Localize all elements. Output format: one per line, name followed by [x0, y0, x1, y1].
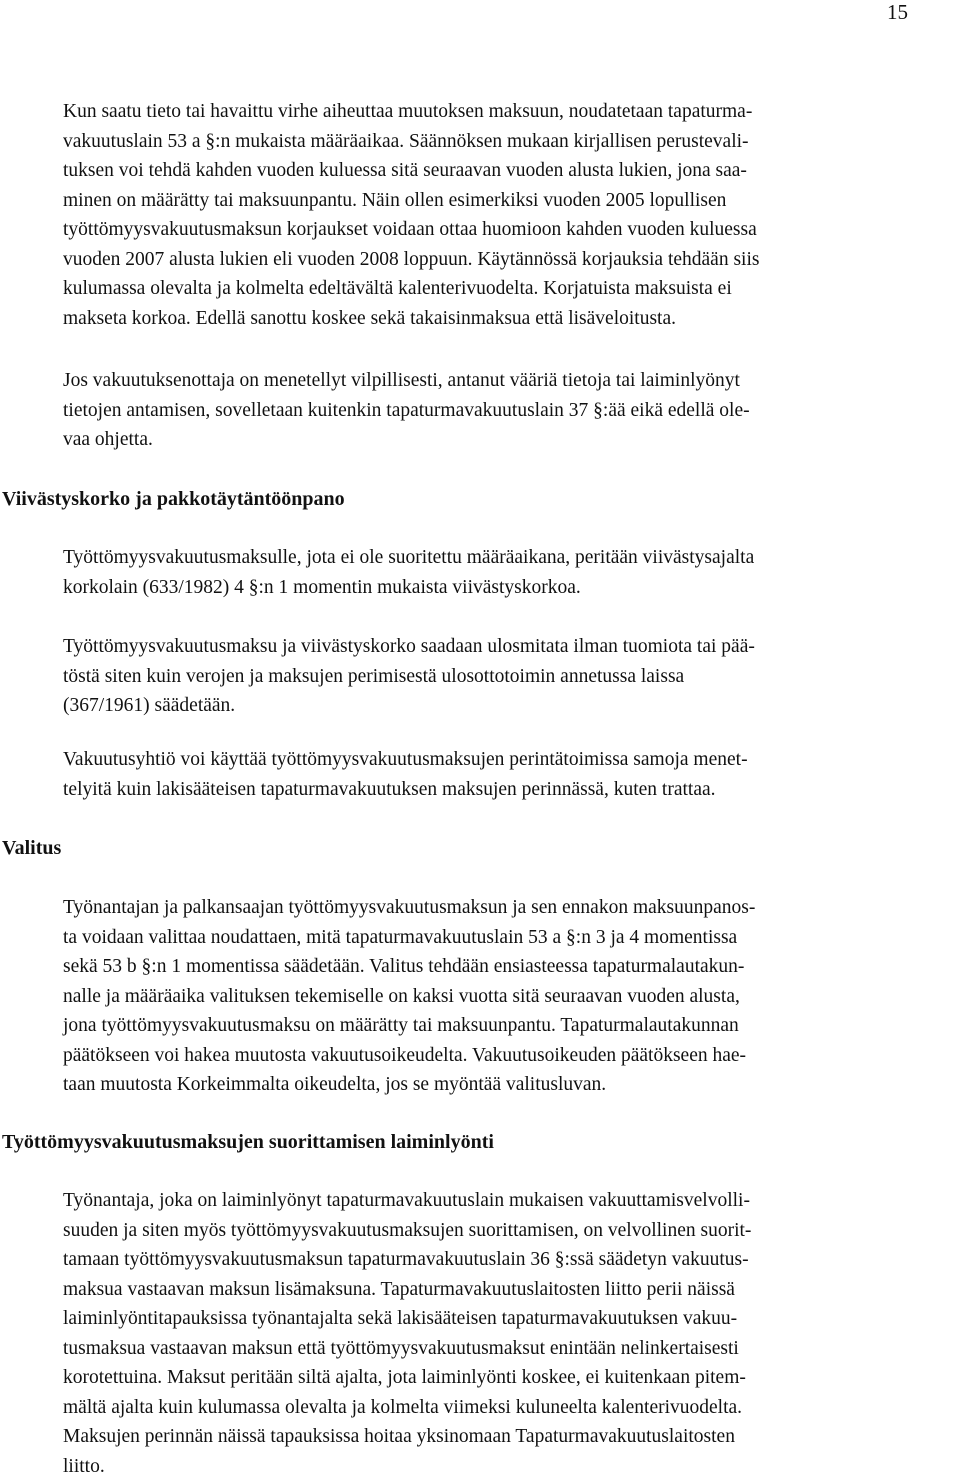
- paragraph-viivastyskorko: Työttömyysvakuutusmaksulle, jota ei ole suoritettu määräaikana, peritään viivästysajalta korkolain (633/1982) 4 §:n 1 momentin mukaista viivästyskorkoa.: [63, 547, 755, 598]
- paragraph-valitus: Työnantajan ja palkansaajan työttömyysvakuutusmaksun ja sen ennakon maksuunpanos- ta voidaan valittaa noudattaen, mitä tapaturmavakuutuslain 53 a §:n 3 ja 4 momentissa sekä 53 b §:n 1 momentissa säädetään. Valitus tehdään ensiasteessa tapaturmalautakun- nalle ja määräaika valituksen tekemiselle on kaksi vuotta sitä seuraavan vuoden alusta, jona työttömyysvakuutusmaksu on määrätty tai maksuunpantu. Tapaturmalautakunnan päätökseen voi hakea muutosta vakuutusoikeudelta. Vakuutusoikeuden päätökseen hae- taan muutosta Korkeimmalta oikeudelta, jos se myöntää valitusluvan.: [63, 897, 756, 1095]
- page-number: 15: [887, 0, 908, 24]
- heading-viivastyskorko: Viivästyskorko ja pakkotäytäntöönpano: [2, 488, 345, 510]
- paragraph-vilpillisyys: Jos vakuutuksenottaja on menetellyt vilpillisesti, antanut vääriä tietoja tai laiminlyönyt tietojen antamisen, sovelletaan kuitenkin tapaturmavakuutuslain 37 §:ää eikä edellä ole- vaa ohjetta.: [63, 370, 750, 450]
- paragraph-laiminlyonti: Työnantaja, joka on laiminlyönyt tapaturmavakuutuslain mukaisen vakuuttamisvelvolli- suuden ja siten myös työttömyysvakuutusmaksujen suorittamisen, on velvollinen suorit- tamaan työttömyysvakuutusmaksun tapaturmavakuutuslain 36 §:ssä säädetyn vakuutus- maksua vastaavan maksun lisämaksuna. Tapaturmavakuutuslaitosten liitto perii näissä laiminlyöntitapauksissa työnantajalta sekä lakisääteisen tapaturmavakuutuksen vakuu- tusmaksua vastaavan maksun että työttömyysvakuutusmaksut enintään nelinkertaisesti korotettuina. Maksut peritään siltä ajalta, jota laiminlyönti koskee, ei kuitenkaan pitem- mältä ajalta kuin kulumassa olevalta ja kolmelta viimeksi kuluneelta kalenterivuodelta. Maksujen perinnän näissä tapauksissa hoitaa yksinomaan Tapaturmavakuutuslaitosten liitto.: [63, 1190, 752, 1477]
- paragraph-maksumuutos: Kun saatu tieto tai havaittu virhe aiheuttaa muutoksen maksuun, noudatetaan tapaturma- vakuutuslain 53 a §:n mukaista määräaikaa. Säännöksen mukaan kirjallisen perustevali- tuksen voi tehdä kahden vuoden kuluessa sitä seuraavan vuoden alusta lukien, jona saa- minen on määrätty tai maksuunpantu. Näin ollen esimerkiksi vuoden 2005 lopullisen työttömyysvakuutusmaksun korjaukset voidaan ottaa huomioon kahden vuoden kuluessa vuoden 2007 alusta lukien eli vuoden 2008 loppuun. Käytännössä korjauksia tehdään siis kulumassa olevalta ja kolmelta edeltävältä kalenterivuodelta. Korjatuista maksuista ei makseta korkoa. Edellä sanottu koskee sekä takaisinmaksua että lisäveloitusta.: [63, 101, 760, 329]
- paragraph-perintatoimet: Vakuutusyhtiö voi käyttää työttömyysvakuutusmaksujen perintätoimissa samoja menet- telyitä kuin lakisääteisen tapaturmavakuutuksen maksujen perinnässä, kuten trattaa.: [63, 749, 748, 800]
- paragraph-ulosmittaus: Työttömyysvakuutusmaksu ja viivästyskorko saadaan ulosmitata ilman tuomiota tai pää- töstä siten kuin verojen ja maksujen perimisestä ulosottotoimin annetussa laissa (367/1961) säädetään.: [63, 636, 755, 716]
- heading-valitus: Valitus: [2, 837, 62, 859]
- heading-laiminlyonti: Työttömyysvakuutusmaksujen suorittamisen laiminlyönti: [2, 1131, 494, 1153]
